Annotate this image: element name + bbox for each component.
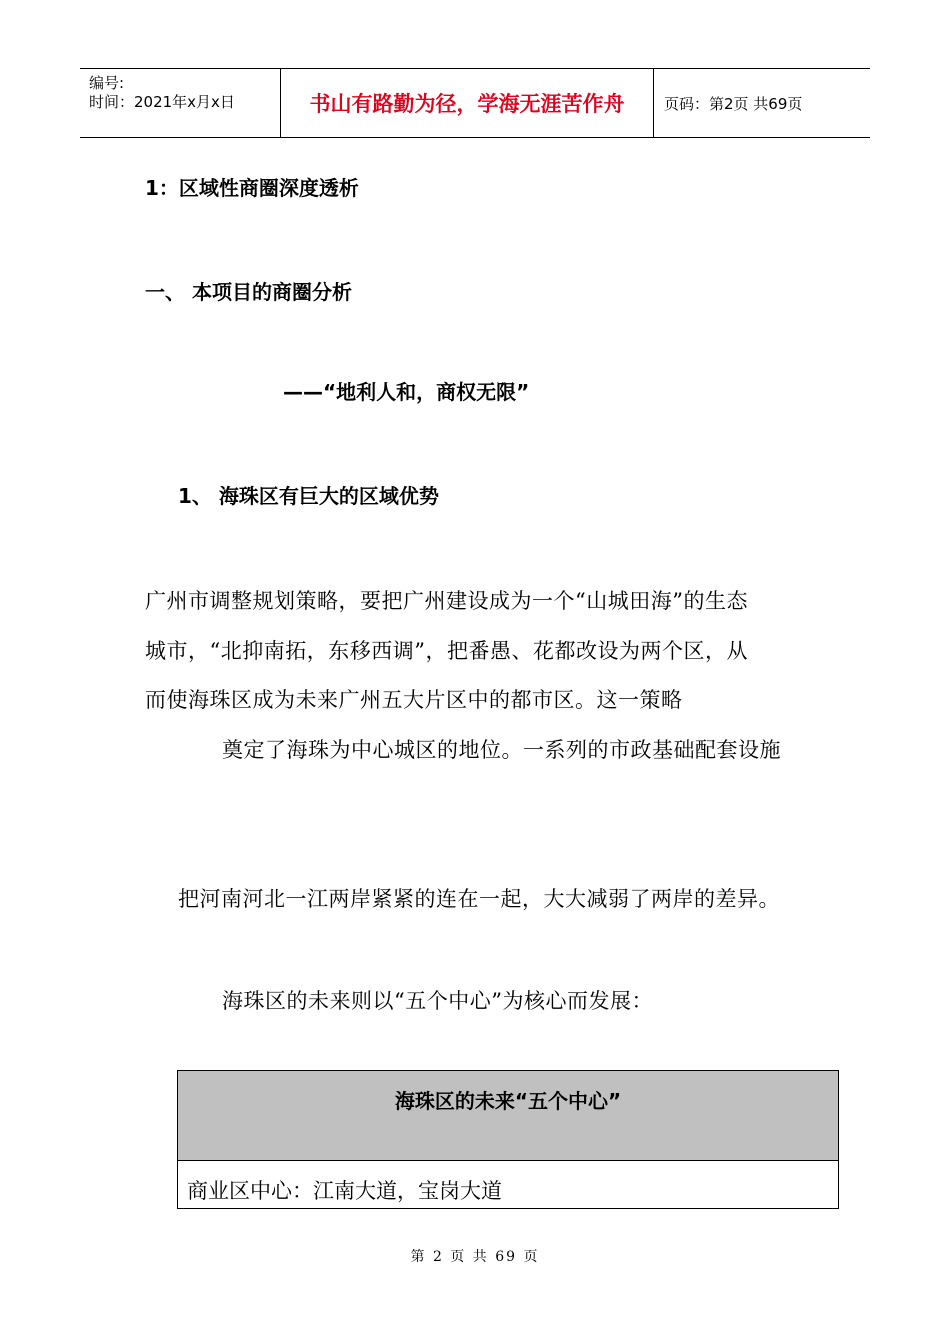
paragraph-line: 海珠区的未来则以“五个中心”为核心而发展：	[222, 989, 653, 1013]
header-page-info: 页码：第2页 共69页	[664, 95, 803, 113]
paragraph-line: 城市，“北抑南拓，东移西调”，把番愚、花都改设为两个区，从	[145, 639, 748, 663]
table-header	[178, 1071, 838, 1161]
table-header-text: 海珠区的未来“五个中心”	[394, 1089, 622, 1113]
paragraph-line: 广州市调整规划策略，要把广州建设成为一个“山城田海”的生态	[145, 589, 748, 613]
page-header	[80, 68, 870, 138]
header-slogan: 书山有路勤为径，学海无涯苦作舟	[281, 69, 654, 137]
paragraph-line: 奠定了海珠为中心城区的地位。一系列的市政基础配套设施	[222, 738, 781, 762]
time-label: 时间：2021年x月x日	[89, 93, 235, 111]
section-title: 1：区域性商圈深度透析	[145, 176, 359, 200]
table-row: 商业区中心：江南大道，宝岗大道	[187, 1179, 502, 1203]
paragraph-line: 而使海珠区成为未来广州五大片区中的都市区。这一策略	[145, 688, 683, 712]
paragraph-line: 把河南河北一江两岸紧紧的连在一起，大大减弱了两岸的差异。	[178, 887, 780, 911]
number-label: 编号:	[89, 74, 125, 92]
subtitle: ——“地利人和，商权无限”	[283, 380, 530, 404]
page-footer: 第 2 页 共 69 页	[410, 1249, 540, 1265]
header-meta	[80, 69, 281, 137]
five-centers-table	[177, 1070, 839, 1209]
point-title: 1、 海珠区有巨大的区域优势	[178, 484, 439, 508]
chapter-title: 一、 本项目的商圈分析	[145, 280, 352, 304]
